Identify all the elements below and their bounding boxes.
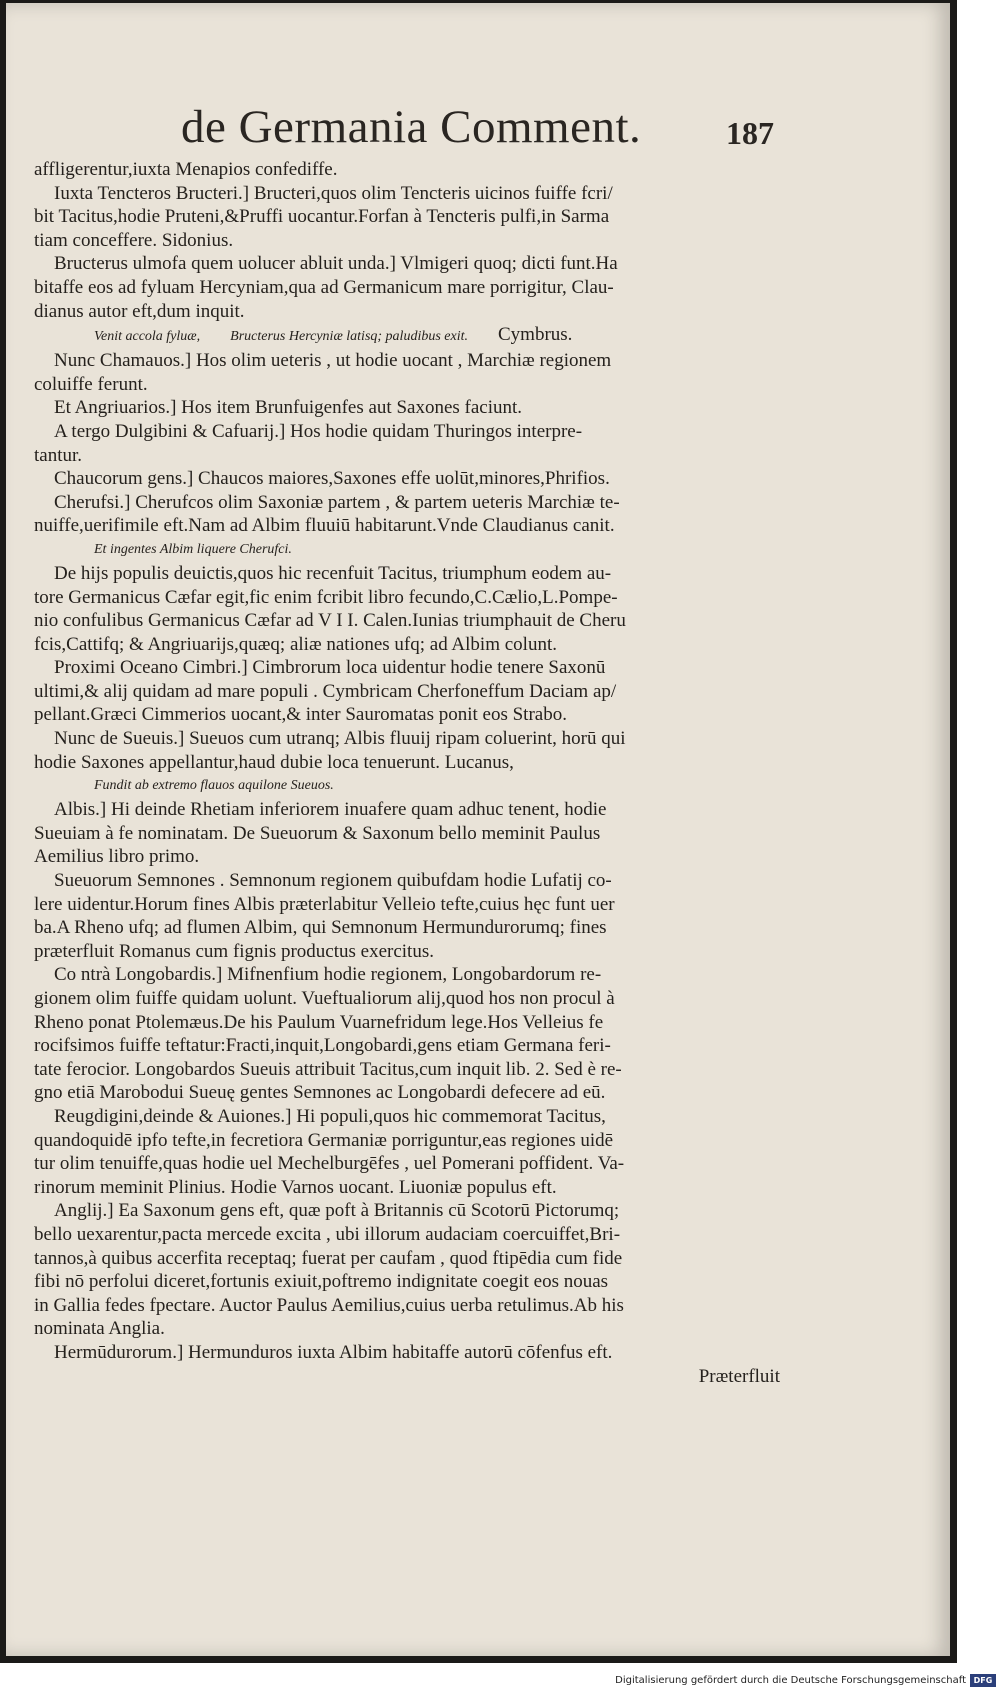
verse-quote-1 bbox=[34, 323, 784, 349]
text-line: A tergo Dulgibini & Cafuarij.] Hos hodie quidam Thuringos interpre- bbox=[54, 420, 583, 442]
text-line: nio confulibus Germanicus Cæfar ad V I I. Calen.Iunias triumphauit de Cheru bbox=[34, 610, 626, 632]
text-line: tiam conceffere. Sidonius. bbox=[34, 229, 234, 251]
text-line: rocifsimos fuiffe teftatur:Fracti,inquit,Longobardi,gens etiam Germana feri- bbox=[34, 1035, 611, 1057]
text-line: Iuxta Tencteros Bructeri.] Bructeri,quos olim Tencteris uicinos fuiffe fcri/ bbox=[54, 182, 613, 204]
text-line: Sueuorum Semnones . Semnonum regionem quibufdam hodie Lufatij co- bbox=[54, 870, 612, 892]
text-line: bitaffe eos ad fyluam Hercyniam,qua ad Germanicum mare porrigitur, Clau- bbox=[34, 276, 614, 298]
text-line: Bructerus ulmofa quem uolucer abluit unda.] Vlmigeri quoq; dicti funt.Ha bbox=[54, 253, 618, 275]
verse-quote-3: Fundit ab extremo flauos aquilone Sueuos. bbox=[94, 778, 334, 794]
text-line: pellant.Græci Cimmerios uocant,& inter Sauromatas ponit eos Strabo. bbox=[34, 704, 567, 726]
text-line: Albis.] Hi deinde Rhetiam inferiorem inuafere quam adhuc tenent, hodie bbox=[54, 799, 607, 821]
text-line: De hijs populis deuictis,quos hic recenfuit Tacitus, triumphum eodem au- bbox=[54, 562, 612, 584]
text-line: rinorum meminit Plinius. Hodie Varnos uocant. Liuoniæ populus eft. bbox=[34, 1176, 557, 1198]
text-line: Nunc Chamauos.] Hos olim ueteris , ut hodie uocant , Marchiæ regionem bbox=[54, 350, 612, 372]
footer-bar bbox=[0, 1673, 1000, 1690]
text-line: ba.A Rheno ufq; ad flumen Albim, qui Semnonum Hermundurorumq; fines bbox=[34, 917, 607, 939]
text-line: quandoquidē ipfo tefte,in fecretiora Germaniæ porriguntur,eas regiones uidē bbox=[34, 1129, 614, 1151]
verse-part-2: Bructerus Hercyniæ latisq; paludibus exit. bbox=[230, 329, 468, 345]
text-line: tur olim tenuiffe,quas hodie uel Mechelburgēfes , uel Pomerani poffident. Va- bbox=[34, 1153, 625, 1175]
text-line: nominata Anglia. bbox=[34, 1318, 165, 1340]
text-line: ultimi,& alij quidam ad mare populi . Cymbricam Cherfoneffum Daciam ap/ bbox=[34, 680, 617, 702]
text-line: Hermūdurorum.] Hermunduros iuxta Albim habitaffe autorū cōfenfus eft. bbox=[54, 1341, 613, 1363]
text-line: tore Germanicus Cæfar egit,fic enim fcribit libro fecundo,C.Cælio,L.Pompe- bbox=[34, 586, 618, 608]
text-line: coluiffe ferunt. bbox=[34, 373, 148, 395]
text-line: Chaucorum gens.] Chaucos maiores,Saxones effe uolūt,minores,Phrifios. bbox=[54, 468, 610, 490]
text-line: in Gallia fedes fpectare. Auctor Paulus Aemilius,cuius uerba retulimus.Ab his bbox=[34, 1294, 624, 1316]
text-line: Anglij.] Ea Saxonum gens eft, quæ poft à Britannis cū Scotorū Pictorumq; bbox=[54, 1200, 620, 1222]
text-line: Co ntrà Longobardis.] Mifnenfium hodie regionem, Longobardorum re- bbox=[54, 964, 602, 986]
paragraph-group-1 bbox=[34, 158, 784, 323]
verse-part-1: Venit accola fyluæ, bbox=[94, 329, 201, 345]
text-line: fibi nō perfolui diceret,fortunis exiuit,poftremo indignitate coegit eos nouas bbox=[34, 1271, 609, 1293]
verse-part-3: Cymbrus. bbox=[498, 324, 573, 346]
text-line: gno etiā Marobodui Sueuę gentes Semnones ac Longobardi defecere ad eū. bbox=[34, 1082, 606, 1104]
paragraph-group-3 bbox=[34, 562, 784, 774]
catchword: Præterfluit bbox=[698, 1365, 780, 1387]
text-line: Reugdigini,deinde & Auiones.] Hi populi,quos hic commemorat Tacitus, bbox=[54, 1105, 606, 1127]
text-line: bit Tacitus,hodie Pruteni,&Pruffi uocantur.Forfan à Tencteris pulfi,in Sarma bbox=[34, 206, 610, 228]
paragraph-group-4 bbox=[34, 798, 784, 1364]
text-line: lere uidentur.Horum fines Albis præterlabitur Velleio tefte,cuius hęc funt uer bbox=[34, 893, 615, 915]
funding-notice: Digitalisierung gefördert durch die Deutsche Forschungsgemeinschaft bbox=[615, 1675, 966, 1686]
verse-quote-2: Et ingentes Albim liquere Cherufci. bbox=[94, 541, 292, 557]
text-line: dianus autor eft,dum inquit. bbox=[34, 300, 245, 322]
text-line: tate ferocior. Longobardos Sueuis attribuit Tacitus,cum inquit lib. 2. Sed è re- bbox=[34, 1058, 622, 1080]
text-line: gionem olim fuiffe quidam uolunt. Vueftualiorum alij,quod hos non procul à bbox=[34, 988, 615, 1009]
text-line: Sueuiam à fe nominatam. De Sueuorum & Saxonum bello meminit Paulus bbox=[34, 822, 601, 844]
text-line: Proximi Oceano Cimbri.] Cimbrorum loca uidentur hodie tenere Saxonū bbox=[54, 657, 606, 679]
text-line: nuiffe,uerifimile eft.Nam ad Albim fluuiū habitarunt.Vnde Claudianus canit. bbox=[34, 515, 615, 537]
text-line: Nunc de Sueuis.] Sueuos cum utranq; Albis fluuij ripam coluerint, horū qui bbox=[54, 728, 626, 750]
dfg-logo: DFG bbox=[970, 1674, 996, 1687]
page-number: 187 bbox=[726, 115, 774, 151]
text-line: hodie Saxones appellantur,haud dubie loca tenuerunt. Lucanus, bbox=[34, 751, 514, 773]
paragraph-group-2 bbox=[34, 349, 784, 538]
text-line: præterfluit Romanus cum fignis productus exercitus. bbox=[34, 940, 434, 962]
text-line: Et Angriuarios.] Hos item Brunfuigenfes aut Saxones faciunt. bbox=[54, 397, 523, 419]
text-line: tannos,à quibus accerfita receptaq; fuerat per caufam , quod ftipēdia cum fide bbox=[34, 1247, 623, 1269]
text-line: Cherufsi.] Cherufcos olim Saxoniæ partem , & partem ueteris Marchiæ te- bbox=[54, 491, 620, 513]
text-line: bello uexarentur,pacta mercede excita , ubi illorum audaciam coercuiffet,Bri- bbox=[34, 1223, 621, 1245]
text-line: tantur. bbox=[34, 444, 83, 466]
book-page bbox=[6, 3, 950, 1656]
text-line: Rheno ponat Ptolemæus.De his Paulum Vuarnefridum lege.Hos Velleius fe bbox=[34, 1011, 604, 1033]
text-line: affligerentur,iuxta Menapios confediffe. bbox=[34, 159, 338, 180]
running-head: de Germania Comment. bbox=[181, 101, 642, 153]
text-line: Aemilius libro primo. bbox=[34, 846, 200, 868]
text-line: fcis,Cattifq; & Angriuarijs,quæq; aliæ nationes ufq; ad Albim colunt. bbox=[34, 633, 557, 655]
text-block bbox=[34, 158, 784, 1388]
